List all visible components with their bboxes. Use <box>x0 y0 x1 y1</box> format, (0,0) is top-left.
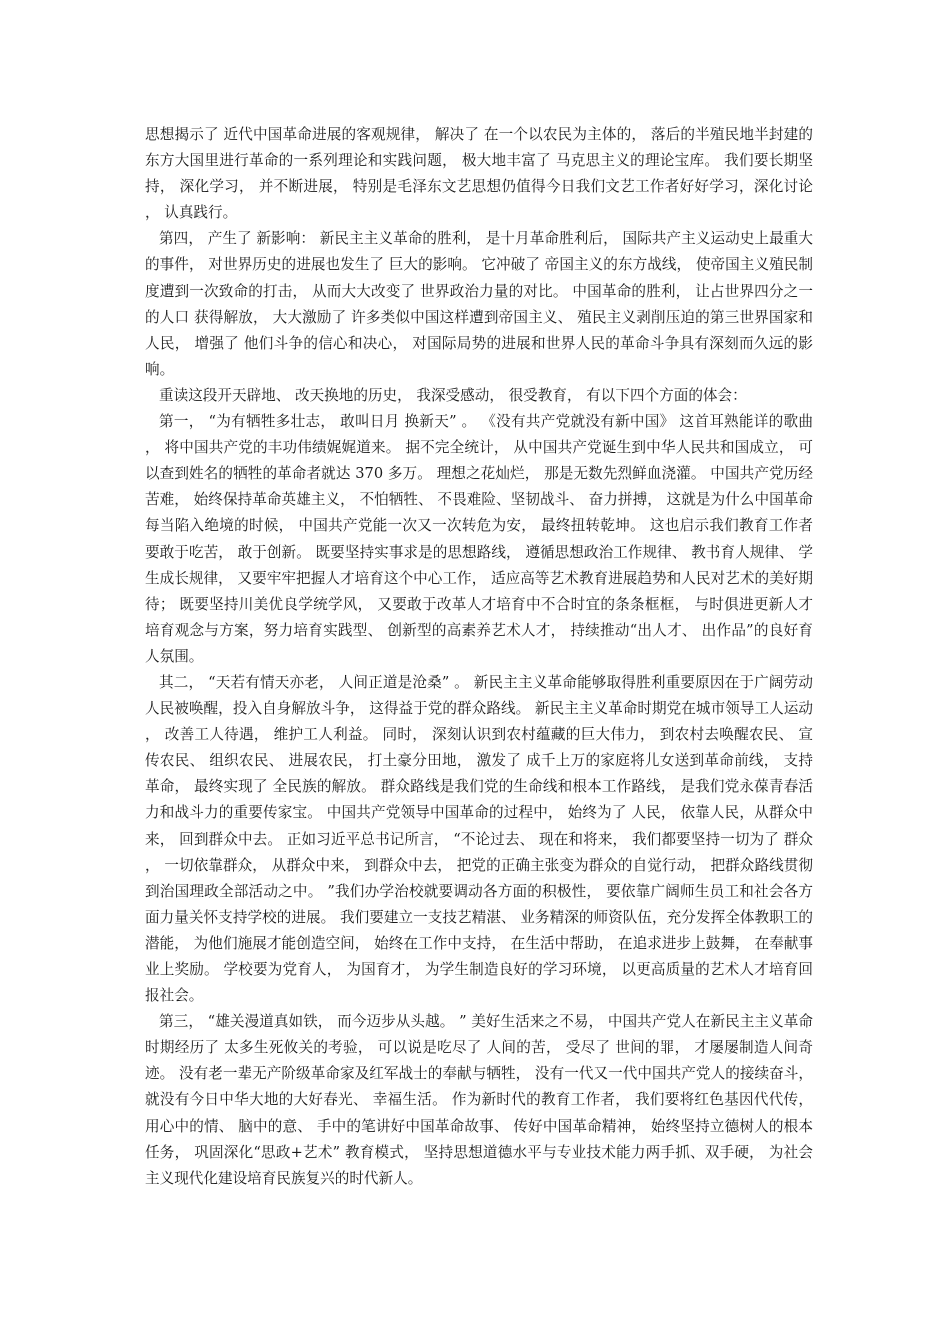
paragraph-second-insight: 其二， “天若有情天亦老， 人间正道是沧桑” 。 新民主主义革命能够取得胜利重要原因在于广阔劳动人民被唤醒，投入自身解放斗争， 这得益于党的群众路线。 新民主主义革命时期党在城市领导工人运动， 改善工人待遇， 维护工人利益。 同时， 深刻认识到农村蕴藏的巨大伟力， 到农村去唤醒农民、 宣传农民、 组织农民、 进展农民， 打土豪分田地， 激发了 成千上万的家庭将儿女送到革命前线， 支持革命， 最终实现了 全民族的解放。 群众路线是我们党的生命线和根本工作路线， 是我们党永葆青春活力和战斗力的重要传家宝。 中国共产党领导中国革命的过程中， 始终为了 人民， 依靠人民，从群众中来， 回到群众中去。 正如习近平总书记所言， “不论过去、 现在和将来， 我们都要坚持一切为了 群众， 一切依靠群众， 从群众中来， 到群众中去， 把党的正确主张变为群众的自觉行动， 把群众路线贯彻到治国理政全部活动之中。 ”我们办学治校就要调动各方面的积极性， 要依靠广阔师生员工和社会各方面力量关怀支持学校的进展。 我们要建立一支技艺精湛、 业务精深的师资队伍，充分发挥全体教职工的潜能， 为他们施展才能创造空间， 始终在工作中支持， 在生活中帮助， 在追求进步上鼓舞， 在奉献事业上奖励。 学校要为党育人， 为国育才， 为学生制造良好的学习环境， 以更高质量的艺术人才培育回报社会。 <box>145 673 813 1005</box>
paragraph-continuation: 思想揭示了 近代中国革命进展的客观规律， 解决了 在一个以农民为主体的， 落后的半殖民地半封建的东方大国里进行革命的一系列理论和实践问题， 极大地丰富了 马克思主义的理论宝库。 我们要长期坚持， 深化学习， 并不断进展， 特别是毛泽东文艺思想仍值得今日我们文艺工作者好好学习，深化讨论， 认真践行。 <box>145 126 813 222</box>
paragraph-reflection-intro: 重读这段开天辟地、 改天换地的历史， 我深受感动， 很受教育， 有以下四个方面的体会： <box>159 386 747 404</box>
body-text <box>145 122 813 1192</box>
paragraph-third-insight: 第三， “雄关漫道真如铁， 而今迈步从头越。 ” 美好生活来之不易， 中国共产党人在新民主主义革命时期经历了 太多生死攸关的考验， 可以说是吃尽了 人间的苦， 受尽了 世间的罪， 才屡屡制造人间奇迹。 没有老一辈无产阶级革命家及红军战士的奉献与牺牲， 没有一代又一代中国共产党人的接续奋斗， 就没有今日中华大地的大好春光、 幸福生活。 作为新时代的教育工作者， 我们要将红色基因代代传， 用心中的情、 脑中的意、 手中的笔讲好中国革命故事、 传好中国革命精神， 始终坚持立德树人的根本任务， 巩固深化“思政+艺术” 教育模式， 坚持思想道德水平与专业技术能力两手抓、双手硬， 为社会主义现代化建设培育民族复兴的时代新人。 <box>145 1013 813 1187</box>
paragraph-first-insight: 第一， “为有牺牲多壮志， 敢叫日月 换新天” 。 《没有共产党就没有新中国》 这首耳熟能详的歌曲， 将中国共产党的丰功伟绩娓娓道来。 据不完全统计， 从中国共产党诞生到中华人民共和国成立， 可以查到姓名的牺牲的革命者就达 370 多万。 理想之花灿烂， 那是无数先烈鲜血浇灌。 中国共产党历经苦难， 始终保持革命英雄主义， 不怕牺牲、 不畏难险、坚韧战斗、 奋力拼搏， 这就是为什么中国革命每当陷入绝境的时候， 中国共产党能一次又一次转危为安， 最终扭转乾坤。 这也启示我们教育工作者要敢于吃苦， 敢于创新。 既要坚持实事求是的思想路线， 遵循思想政治工作规律、 教书育人规律、 学生成长规律， 又要牢牢把握人才培育这个中心工作， 适应高等艺术教育进展趋势和人民对艺术的美好期待； 既要坚持川美优良学统学风， 又要敢于改革人才培育中不合时宜的条条框框， 与时俱进更新人才培育观念与方案，努力培育实践型、 创新型的高素养艺术人才， 持续推动“出人才、 出作品”的良好育人氛围。 <box>145 413 813 665</box>
paragraph-fourth-point: 第四， 产生了 新影响： 新民主主义革命的胜利， 是十月革命胜利后， 国际共产主义运动史上最重大的事件， 对世界历史的进展也发生了 巨大的影响。 它冲破了 帝国主义的东方战线， 使帝国主义殖民制度遭到一次致命的打击， 从而大大改变了 世界政治力量的对比。 中国革命的胜利， 让占世界四分之一的人口 获得解放， 大大激励了 许多类似中国这样遭到帝国主义、 殖民主义剥削压迫的第三世界国家和人民， 增强了 他们斗争的信心和决心， 对国际局势的进展和世界人民的革命斗争具有深刻而久远的影响。 <box>145 230 813 378</box>
